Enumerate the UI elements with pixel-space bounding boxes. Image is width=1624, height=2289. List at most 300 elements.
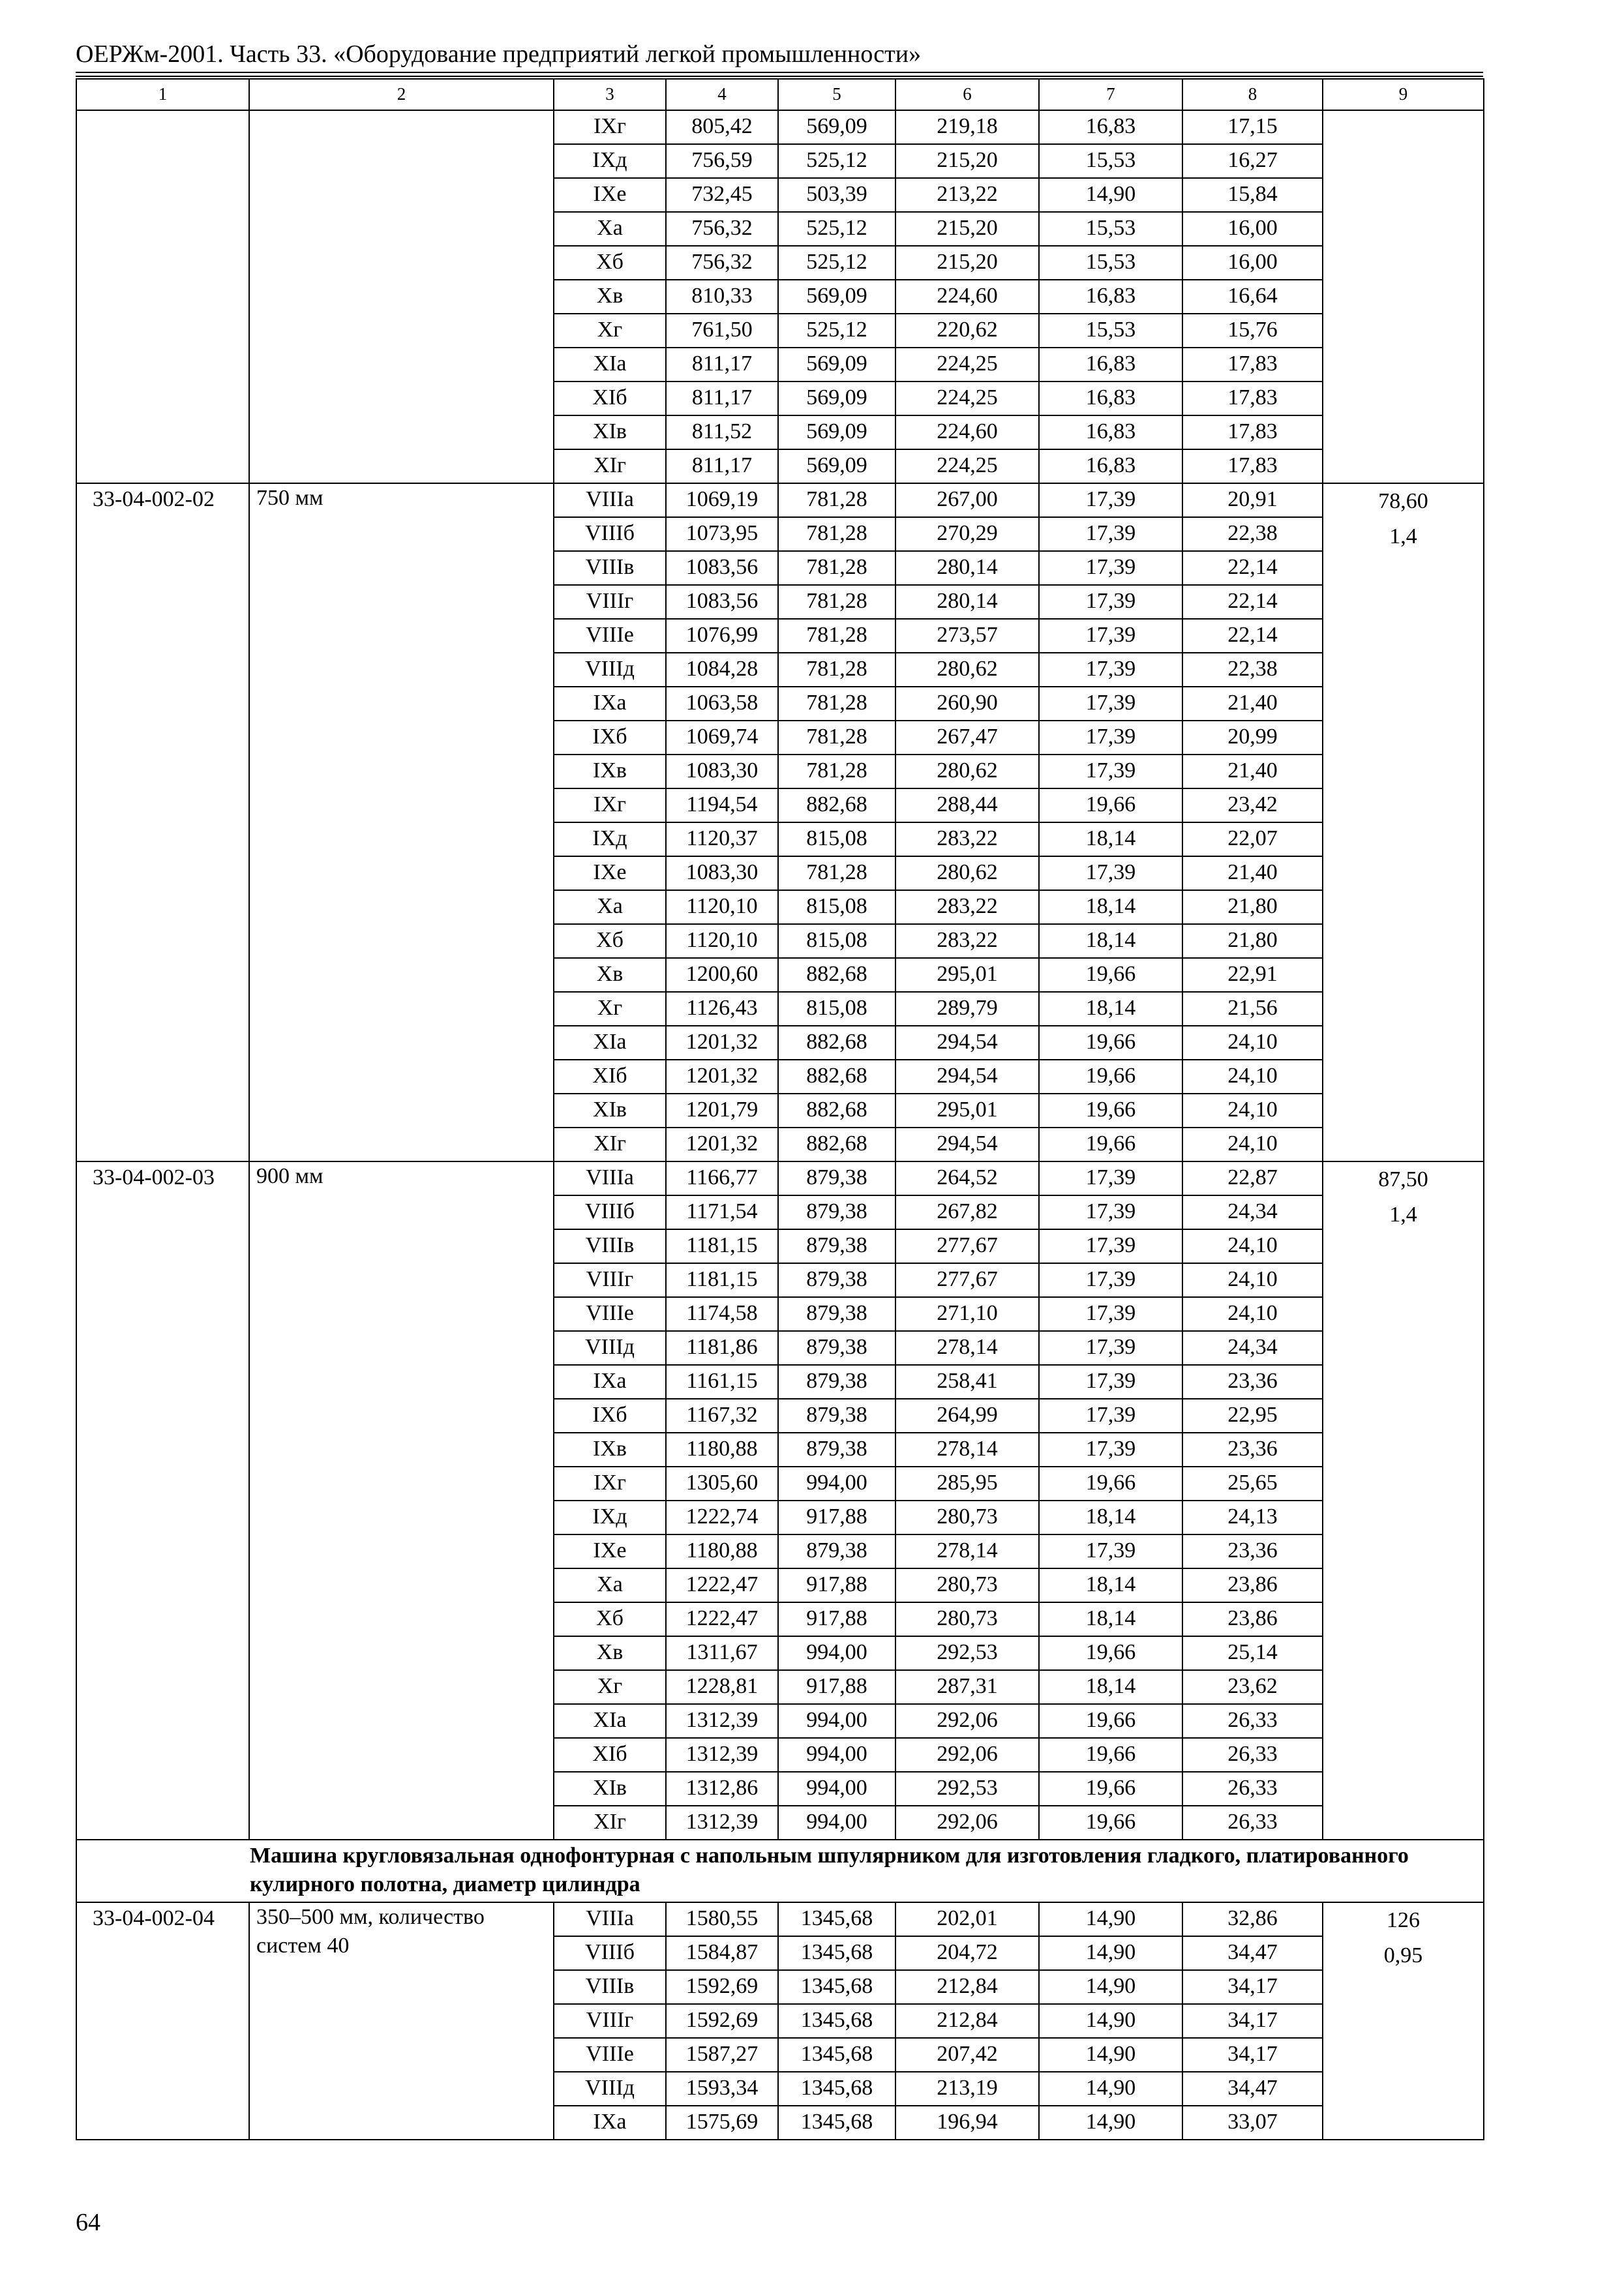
machine-cost: 292,53 <box>895 1772 1039 1806</box>
total-cost: 1201,32 <box>666 1060 778 1094</box>
total-cost: 1584,87 <box>666 1936 778 1970</box>
region-zone: IXд <box>554 822 666 856</box>
wage-cost: 879,38 <box>778 1365 895 1399</box>
region-zone: Xб <box>554 924 666 958</box>
region-zone: VIIIб <box>554 1195 666 1229</box>
total-cost: 1201,32 <box>666 1128 778 1161</box>
region-zone: VIIIе <box>554 1297 666 1331</box>
region-zone: VIIIв <box>554 1229 666 1263</box>
column-number: 9 <box>1323 79 1484 110</box>
material-cost: 24,10 <box>1182 1128 1323 1161</box>
section-title: Машина кругловязальная однофонтурная с напольным шпулярником для изготовления гладкого, платированного кулирного полотна, диаметр цилиндра <box>76 1840 1484 1902</box>
region-zone: Xв <box>554 280 666 314</box>
region-zone: XIб <box>554 382 666 415</box>
material-cost: 26,33 <box>1182 1704 1323 1738</box>
machine-cost: 280,73 <box>895 1568 1039 1602</box>
section-title-row <box>76 1840 1484 1902</box>
material-cost: 17,83 <box>1182 382 1323 415</box>
machine-cost: 224,25 <box>895 449 1039 483</box>
machine-wage: 17,39 <box>1039 1161 1182 1195</box>
machine-wage: 17,39 <box>1039 1433 1182 1467</box>
material-cost: 25,65 <box>1182 1467 1323 1501</box>
machine-cost: 264,99 <box>895 1399 1039 1433</box>
wage-cost: 882,68 <box>778 1060 895 1094</box>
machine-cost: 215,20 <box>895 246 1039 280</box>
column-number: 7 <box>1039 79 1182 110</box>
labor-hours: 78,60 <box>1378 489 1428 513</box>
region-zone: IXв <box>554 755 666 788</box>
material-cost: 24,34 <box>1182 1331 1323 1365</box>
region-zone: Xб <box>554 1602 666 1636</box>
header-rule <box>76 72 1483 73</box>
total-cost: 1166,77 <box>666 1161 778 1195</box>
machine-cost: 196,94 <box>895 2106 1039 2140</box>
material-cost: 15,84 <box>1182 178 1323 212</box>
rates-table-body <box>76 79 1484 2140</box>
machine-wage: 17,39 <box>1039 585 1182 619</box>
material-cost: 23,36 <box>1182 1534 1323 1568</box>
material-cost: 26,33 <box>1182 1738 1323 1772</box>
total-cost: 1126,43 <box>666 992 778 1026</box>
wage-cost: 525,12 <box>778 314 895 348</box>
machine-wage: 18,14 <box>1039 924 1182 958</box>
region-zone: VIIIв <box>554 551 666 585</box>
wage-cost: 569,09 <box>778 449 895 483</box>
labor-hours: 87,50 <box>1378 1167 1428 1191</box>
wage-cost: 879,38 <box>778 1433 895 1467</box>
wage-cost: 879,38 <box>778 1399 895 1433</box>
machine-wage: 16,83 <box>1039 449 1182 483</box>
wage-cost: 781,28 <box>778 653 895 687</box>
region-zone: VIIIд <box>554 2072 666 2106</box>
machine-wage: 17,39 <box>1039 619 1182 653</box>
machine-wage: 18,14 <box>1039 1568 1182 1602</box>
material-cost: 21,80 <box>1182 890 1323 924</box>
total-cost: 1120,37 <box>666 822 778 856</box>
region-zone: XIа <box>554 1704 666 1738</box>
machine-wage: 19,66 <box>1039 1738 1182 1772</box>
region-zone: XIв <box>554 1094 666 1128</box>
wage-cost: 781,28 <box>778 517 895 551</box>
machine-cost: 278,14 <box>895 1331 1039 1365</box>
material-cost: 25,14 <box>1182 1636 1323 1670</box>
region-zone: IXг <box>554 1467 666 1501</box>
wage-cost: 815,08 <box>778 924 895 958</box>
total-cost: 1083,56 <box>666 585 778 619</box>
machine-wage: 14,90 <box>1039 2038 1182 2072</box>
total-cost: 1312,39 <box>666 1738 778 1772</box>
material-cost: 22,14 <box>1182 619 1323 653</box>
total-cost: 732,45 <box>666 178 778 212</box>
machine-wage: 19,66 <box>1039 958 1182 992</box>
material-cost: 20,91 <box>1182 483 1323 517</box>
material-cost: 34,47 <box>1182 2072 1323 2106</box>
labor-and-weight <box>1323 483 1484 1161</box>
region-zone: XIв <box>554 1772 666 1806</box>
total-cost: 810,33 <box>666 280 778 314</box>
machine-wage: 17,39 <box>1039 1229 1182 1263</box>
machine-wage: 17,39 <box>1039 687 1182 721</box>
page-header: ОЕРЖм-2001. Часть 33. «Оборудование предприятий легкой промышленности» <box>76 40 922 68</box>
machine-wage: 17,39 <box>1039 653 1182 687</box>
machine-wage: 19,66 <box>1039 1026 1182 1060</box>
total-cost: 1069,74 <box>666 721 778 755</box>
total-cost: 761,50 <box>666 314 778 348</box>
machine-wage: 14,90 <box>1039 2072 1182 2106</box>
column-number: 4 <box>666 79 778 110</box>
column-number: 2 <box>249 79 554 110</box>
region-zone: XIб <box>554 1060 666 1094</box>
machine-wage: 14,90 <box>1039 1970 1182 2004</box>
wage-cost: 781,28 <box>778 721 895 755</box>
material-cost: 22,07 <box>1182 822 1323 856</box>
total-cost: 1171,54 <box>666 1195 778 1229</box>
wage-cost: 569,09 <box>778 348 895 382</box>
machine-cost: 294,54 <box>895 1128 1039 1161</box>
column-number: 1 <box>76 79 249 110</box>
machine-cost: 292,53 <box>895 1636 1039 1670</box>
machine-cost: 270,29 <box>895 517 1039 551</box>
total-cost: 756,59 <box>666 144 778 178</box>
wage-cost: 815,08 <box>778 822 895 856</box>
total-cost: 1194,54 <box>666 788 778 822</box>
machine-cost: 283,22 <box>895 822 1039 856</box>
wage-cost: 781,28 <box>778 856 895 890</box>
region-zone: VIIIв <box>554 1970 666 2004</box>
material-cost: 17,15 <box>1182 110 1323 144</box>
machine-cost: 280,14 <box>895 585 1039 619</box>
equipment-description: 350–500 мм, количество систем 40 <box>249 1902 554 2140</box>
machine-cost: 294,54 <box>895 1026 1039 1060</box>
material-cost: 22,91 <box>1182 958 1323 992</box>
material-cost: 23,86 <box>1182 1602 1323 1636</box>
machine-cost: 278,14 <box>895 1534 1039 1568</box>
region-zone: VIIIа <box>554 1902 666 1936</box>
region-zone: Xв <box>554 958 666 992</box>
material-cost: 26,33 <box>1182 1772 1323 1806</box>
equipment-weight: 1,4 <box>1389 524 1417 548</box>
wage-cost: 525,12 <box>778 144 895 178</box>
machine-wage: 18,14 <box>1039 992 1182 1026</box>
wage-cost: 569,09 <box>778 382 895 415</box>
total-cost: 1120,10 <box>666 890 778 924</box>
machine-wage: 17,39 <box>1039 1195 1182 1229</box>
wage-cost: 879,38 <box>778 1195 895 1229</box>
machine-wage: 19,66 <box>1039 1772 1182 1806</box>
wage-cost: 525,12 <box>778 212 895 246</box>
material-cost: 24,34 <box>1182 1195 1323 1229</box>
machine-cost: 295,01 <box>895 1094 1039 1128</box>
machine-wage: 17,39 <box>1039 1297 1182 1331</box>
machine-wage: 14,90 <box>1039 1936 1182 1970</box>
total-cost: 1083,30 <box>666 755 778 788</box>
material-cost: 24,10 <box>1182 1060 1323 1094</box>
material-cost: 22,14 <box>1182 551 1323 585</box>
machine-wage: 19,66 <box>1039 1636 1182 1670</box>
material-cost: 23,86 <box>1182 1568 1323 1602</box>
total-cost: 811,52 <box>666 415 778 449</box>
table-row <box>76 110 1484 144</box>
total-cost: 1167,32 <box>666 1399 778 1433</box>
region-zone: VIIIа <box>554 1161 666 1195</box>
machine-wage: 14,90 <box>1039 2106 1182 2140</box>
material-cost: 16,00 <box>1182 246 1323 280</box>
wage-cost: 879,38 <box>778 1534 895 1568</box>
wage-cost: 525,12 <box>778 246 895 280</box>
table-row <box>76 483 1484 517</box>
region-zone: IXв <box>554 1433 666 1467</box>
machine-cost: 285,95 <box>895 1467 1039 1501</box>
machine-cost: 280,62 <box>895 755 1039 788</box>
total-cost: 1587,27 <box>666 2038 778 2072</box>
region-zone: IXд <box>554 144 666 178</box>
region-zone: IXе <box>554 178 666 212</box>
region-zone: XIа <box>554 1026 666 1060</box>
column-number: 3 <box>554 79 666 110</box>
wage-cost: 815,08 <box>778 992 895 1026</box>
region-zone: IXа <box>554 687 666 721</box>
material-cost: 16,27 <box>1182 144 1323 178</box>
machine-wage: 14,90 <box>1039 1902 1182 1936</box>
wage-cost: 781,28 <box>778 619 895 653</box>
material-cost: 17,83 <box>1182 415 1323 449</box>
wage-cost: 569,09 <box>778 280 895 314</box>
total-cost: 1069,19 <box>666 483 778 517</box>
total-cost: 1312,86 <box>666 1772 778 1806</box>
equipment-description <box>249 110 554 483</box>
wage-cost: 879,38 <box>778 1161 895 1195</box>
rate-code: 33-04-002-03 <box>76 1161 249 1840</box>
wage-cost: 1345,68 <box>778 2038 895 2072</box>
wage-cost: 1345,68 <box>778 1970 895 2004</box>
machine-wage: 18,14 <box>1039 822 1182 856</box>
total-cost: 756,32 <box>666 246 778 280</box>
machine-cost: 215,20 <box>895 144 1039 178</box>
total-cost: 1201,32 <box>666 1026 778 1060</box>
equipment-weight: 1,4 <box>1389 1203 1417 1227</box>
material-cost: 24,10 <box>1182 1263 1323 1297</box>
total-cost: 1084,28 <box>666 653 778 687</box>
wage-cost: 917,88 <box>778 1670 895 1704</box>
machine-wage: 19,66 <box>1039 1128 1182 1161</box>
total-cost: 1076,99 <box>666 619 778 653</box>
rate-code <box>76 110 249 483</box>
total-cost: 756,32 <box>666 212 778 246</box>
material-cost: 21,40 <box>1182 856 1323 890</box>
machine-wage: 17,39 <box>1039 755 1182 788</box>
machine-cost: 260,90 <box>895 687 1039 721</box>
region-zone: VIIIд <box>554 653 666 687</box>
total-cost: 811,17 <box>666 348 778 382</box>
region-zone: XIа <box>554 348 666 382</box>
machine-cost: 224,25 <box>895 382 1039 415</box>
equipment-description: 900 мм <box>249 1161 554 1840</box>
total-cost: 1200,60 <box>666 958 778 992</box>
total-cost: 1201,79 <box>666 1094 778 1128</box>
total-cost: 1120,10 <box>666 924 778 958</box>
machine-cost: 207,42 <box>895 2038 1039 2072</box>
material-cost: 23,62 <box>1182 1670 1323 1704</box>
region-zone: XIв <box>554 415 666 449</box>
material-cost: 24,13 <box>1182 1501 1323 1534</box>
machine-cost: 280,73 <box>895 1602 1039 1636</box>
region-zone: VIIIа <box>554 483 666 517</box>
total-cost: 1180,88 <box>666 1534 778 1568</box>
region-zone: VIIIб <box>554 1936 666 1970</box>
machine-wage: 17,39 <box>1039 551 1182 585</box>
region-zone: VIIIе <box>554 619 666 653</box>
column-number: 8 <box>1182 79 1323 110</box>
total-cost: 1580,55 <box>666 1902 778 1936</box>
region-zone: IXг <box>554 788 666 822</box>
machine-cost: 280,62 <box>895 653 1039 687</box>
machine-cost: 292,06 <box>895 1738 1039 1772</box>
total-cost: 811,17 <box>666 382 778 415</box>
machine-cost: 267,47 <box>895 721 1039 755</box>
wage-cost: 781,28 <box>778 755 895 788</box>
machine-cost: 267,00 <box>895 483 1039 517</box>
machine-wage: 16,83 <box>1039 415 1182 449</box>
material-cost: 16,64 <box>1182 280 1323 314</box>
total-cost: 1575,69 <box>666 2106 778 2140</box>
machine-cost: 277,67 <box>895 1263 1039 1297</box>
material-cost: 21,40 <box>1182 687 1323 721</box>
machine-cost: 278,14 <box>895 1433 1039 1467</box>
total-cost: 1312,39 <box>666 1806 778 1840</box>
total-cost: 1222,47 <box>666 1602 778 1636</box>
machine-cost: 204,72 <box>895 1936 1039 1970</box>
column-number-row <box>76 79 1484 110</box>
region-zone: XIб <box>554 1738 666 1772</box>
machine-wage: 18,14 <box>1039 890 1182 924</box>
machine-wage: 17,39 <box>1039 1365 1182 1399</box>
machine-wage: 16,83 <box>1039 110 1182 144</box>
machine-cost: 273,57 <box>895 619 1039 653</box>
machine-cost: 277,67 <box>895 1229 1039 1263</box>
region-zone: VIIIг <box>554 585 666 619</box>
wage-cost: 781,28 <box>778 551 895 585</box>
total-cost: 811,17 <box>666 449 778 483</box>
wage-cost: 503,39 <box>778 178 895 212</box>
machine-wage: 19,66 <box>1039 1094 1182 1128</box>
machine-wage: 17,39 <box>1039 1399 1182 1433</box>
labor-and-weight <box>1323 1161 1484 1840</box>
material-cost: 15,76 <box>1182 314 1323 348</box>
material-cost: 22,38 <box>1182 653 1323 687</box>
wage-cost: 882,68 <box>778 1026 895 1060</box>
equipment-description: 750 мм <box>249 483 554 1161</box>
machine-cost: 292,06 <box>895 1806 1039 1840</box>
wage-cost: 781,28 <box>778 585 895 619</box>
region-zone: VIIIг <box>554 1263 666 1297</box>
labor-and-weight <box>1323 1902 1484 2140</box>
rates-table <box>76 78 1484 2140</box>
rates-table-container <box>76 78 1483 2140</box>
material-cost: 22,87 <box>1182 1161 1323 1195</box>
machine-cost: 287,31 <box>895 1670 1039 1704</box>
machine-wage: 19,66 <box>1039 1060 1182 1094</box>
material-cost: 22,95 <box>1182 1399 1323 1433</box>
wage-cost: 994,00 <box>778 1772 895 1806</box>
machine-cost: 212,84 <box>895 2004 1039 2038</box>
material-cost: 23,36 <box>1182 1433 1323 1467</box>
material-cost: 17,83 <box>1182 348 1323 382</box>
material-cost: 20,99 <box>1182 721 1323 755</box>
machine-cost: 271,10 <box>895 1297 1039 1331</box>
machine-cost: 267,82 <box>895 1195 1039 1229</box>
material-cost: 23,36 <box>1182 1365 1323 1399</box>
material-cost: 23,42 <box>1182 788 1323 822</box>
machine-cost: 294,54 <box>895 1060 1039 1094</box>
table-row <box>76 1161 1484 1195</box>
material-cost: 32,86 <box>1182 1902 1323 1936</box>
rate-code: 33-04-002-02 <box>76 483 249 1161</box>
machine-wage: 19,66 <box>1039 788 1182 822</box>
rate-code: 33-04-002-04 <box>76 1902 249 2140</box>
material-cost: 21,56 <box>1182 992 1323 1026</box>
region-zone: Xг <box>554 1670 666 1704</box>
wage-cost: 879,38 <box>778 1331 895 1365</box>
total-cost: 1228,81 <box>666 1670 778 1704</box>
region-zone: Xг <box>554 314 666 348</box>
total-cost: 1181,15 <box>666 1263 778 1297</box>
wage-cost: 994,00 <box>778 1636 895 1670</box>
wage-cost: 879,38 <box>778 1229 895 1263</box>
machine-wage: 17,39 <box>1039 1331 1182 1365</box>
material-cost: 24,10 <box>1182 1026 1323 1060</box>
machine-cost: 213,22 <box>895 178 1039 212</box>
machine-cost: 224,60 <box>895 415 1039 449</box>
machine-cost: 215,20 <box>895 212 1039 246</box>
machine-cost: 289,79 <box>895 992 1039 1026</box>
total-cost: 1174,58 <box>666 1297 778 1331</box>
machine-wage: 17,39 <box>1039 483 1182 517</box>
wage-cost: 815,08 <box>778 890 895 924</box>
machine-cost: 212,84 <box>895 1970 1039 2004</box>
total-cost: 1181,86 <box>666 1331 778 1365</box>
machine-cost: 280,73 <box>895 1501 1039 1534</box>
machine-cost: 213,19 <box>895 2072 1039 2106</box>
labor-and-weight <box>1323 110 1484 483</box>
machine-wage: 17,39 <box>1039 721 1182 755</box>
wage-cost: 882,68 <box>778 1128 895 1161</box>
machine-wage: 14,90 <box>1039 2004 1182 2038</box>
material-cost: 24,10 <box>1182 1094 1323 1128</box>
machine-wage: 15,53 <box>1039 144 1182 178</box>
material-cost: 24,10 <box>1182 1297 1323 1331</box>
material-cost: 21,40 <box>1182 755 1323 788</box>
machine-wage: 19,66 <box>1039 1806 1182 1840</box>
region-zone: VIIIе <box>554 2038 666 2072</box>
labor-hours: 126 <box>1387 1908 1420 1932</box>
region-zone: Xа <box>554 212 666 246</box>
region-zone: IXе <box>554 856 666 890</box>
machine-wage: 19,66 <box>1039 1704 1182 1738</box>
wage-cost: 781,28 <box>778 687 895 721</box>
total-cost: 1181,15 <box>666 1229 778 1263</box>
machine-wage: 18,14 <box>1039 1670 1182 1704</box>
material-cost: 22,14 <box>1182 585 1323 619</box>
machine-wage: 16,83 <box>1039 280 1182 314</box>
wage-cost: 1345,68 <box>778 2004 895 2038</box>
machine-cost: 219,18 <box>895 110 1039 144</box>
machine-wage: 16,83 <box>1039 382 1182 415</box>
region-zone: Xа <box>554 890 666 924</box>
region-zone: Xб <box>554 246 666 280</box>
region-zone: IXг <box>554 110 666 144</box>
region-zone: IXб <box>554 1399 666 1433</box>
machine-wage: 17,39 <box>1039 1534 1182 1568</box>
